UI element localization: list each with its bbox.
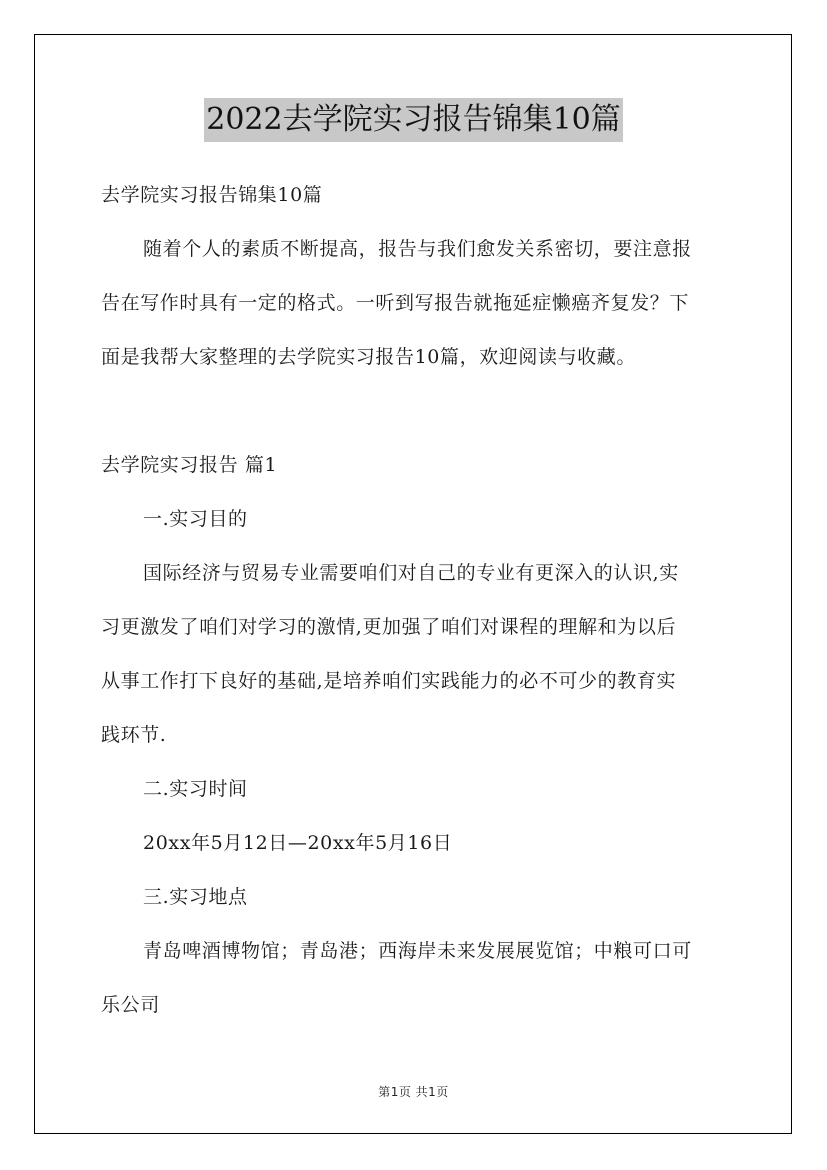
heading-time: 二.实习时间 [143, 778, 248, 800]
location-line-2: 乐公司 [101, 994, 160, 1016]
blank-line [101, 384, 728, 438]
title-container [0, 98, 827, 142]
purpose-line-4: 践环节. [101, 724, 167, 746]
purpose-line-1: 国际经济与贸易专业需要咱们对自己的专业有更深入的认识,实 [143, 562, 679, 584]
purpose-line-2: 习更激发了咱们对学习的激情,更加强了咱们对课程的理解和为以后 [101, 616, 677, 638]
document-body [101, 168, 728, 1032]
intro-line-1: 随着个人的素质不断提高，报告与我们愈发关系密切，要注意报 [143, 238, 692, 260]
time-value: 20xx年5月12日—20xx年5月16日 [143, 832, 453, 854]
section-heading: 去学院实习报告 篇1 [101, 454, 278, 476]
intro-line-2: 告在写作时具有一定的格式。一听到写报告就拖延症懒癌齐复发？下 [101, 292, 690, 314]
location-line-1: 青岛啤酒博物馆；青岛港；西海岸未来发展展览馆；中粮可口可 [143, 940, 692, 962]
purpose-line-3: 从事工作打下良好的基础,是培养咱们实践能力的必不可少的教育实 [101, 670, 677, 692]
document-title: 2022去学院实习报告锦集10篇 [204, 98, 623, 142]
heading-location: 三.实习地点 [143, 886, 248, 908]
subtitle-line: 去学院实习报告锦集10篇 [101, 184, 323, 206]
intro-line-3: 面是我帮大家整理的去学院实习报告10篇，欢迎阅读与收藏。 [101, 346, 636, 368]
page-footer: 第1页 共1页 [378, 1085, 449, 1099]
heading-purpose: 一.实习目的 [143, 508, 248, 530]
